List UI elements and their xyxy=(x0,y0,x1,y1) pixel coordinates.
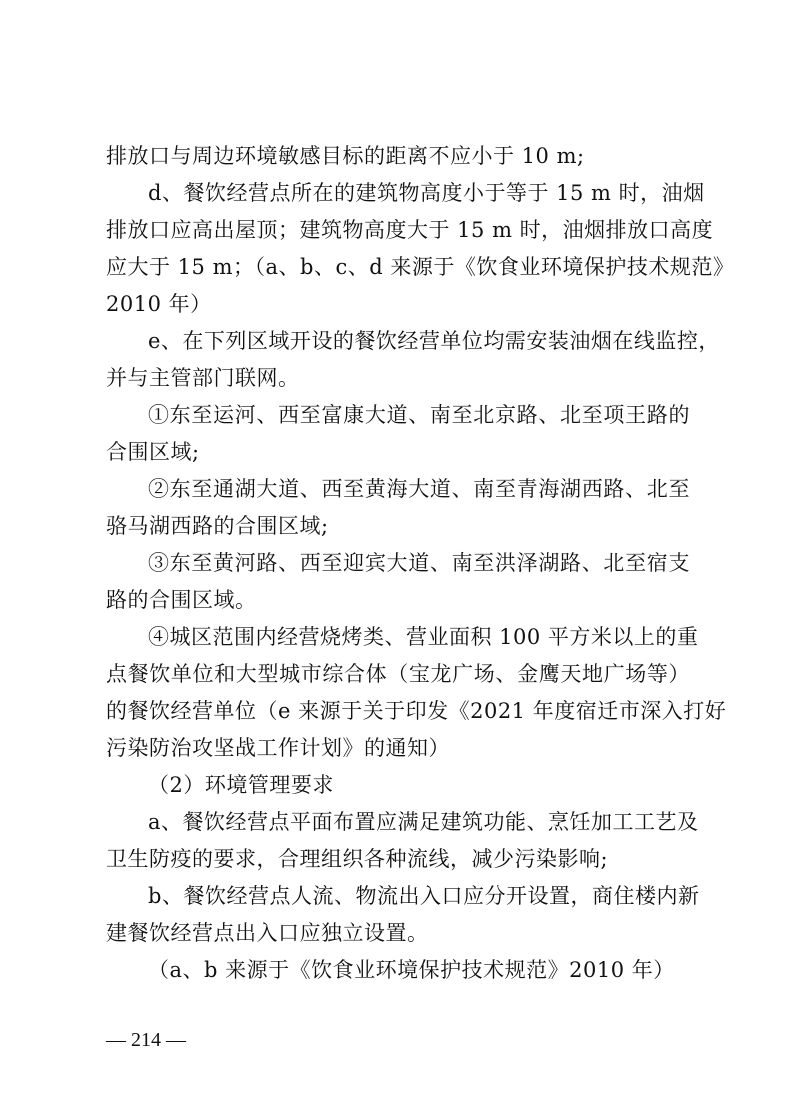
text-line: 排放口与周边环境敏感目标的距离不应小于 10 m; xyxy=(106,144,585,168)
text-line: 合围区域; xyxy=(106,440,200,464)
text-line: b、餐饮经营点人流、物流出入口应分开设置，商住楼内新 xyxy=(148,884,700,908)
text-line: 点餐饮单位和大型城市综合体（宝龙广场、金鹰天地广场等） xyxy=(106,662,690,686)
text-line: 路的合围区域。 xyxy=(106,588,257,612)
text-line: 骆马湖西路的合围区域; xyxy=(106,514,329,538)
text-line: 并与主管部门联网。 xyxy=(106,366,300,390)
text-line: 污染防治攻坚战工作计划》的通知） xyxy=(106,736,450,760)
text-line: 应大于 15 m；（a、b、c、d 来源于《饮食业环境保护技术规范》 xyxy=(106,255,735,279)
text-line: ②东至通湖大道、西至黄海大道、南至青海湖西路、北至 xyxy=(148,477,690,501)
text-line: ④城区范围内经营烧烤类、营业面积 100 平方米以上的重 xyxy=(148,625,699,649)
text-line: d、餐饮经营点所在的建筑物高度小于等于 15 m 时，油烟 xyxy=(148,181,705,205)
text-line: 排放口应高出屋顶；建筑物高度大于 15 m 时，油烟排放口高度 xyxy=(106,218,714,242)
text-line: 卫生防疫的要求，合理组织各种流线，减少污染影响; xyxy=(106,847,609,871)
text-line: （a、b 来源于《饮食业环境保护技术规范》2010 年） xyxy=(148,958,675,982)
text-line: ③东至黄河路、西至迎宾大道、南至洪泽湖路、北至宿支 xyxy=(148,551,690,575)
text-line: 2010 年） xyxy=(106,292,212,316)
text-line: 的餐饮经营单位（e 来源于关于印发《2021 年度宿迁市深入打好 xyxy=(106,699,727,723)
text-line: ①东至运河、西至富康大道、南至北京路、北至项王路的 xyxy=(148,403,690,427)
section-heading: （2）环境管理要求 xyxy=(148,773,334,797)
text-line: a、餐饮经营点平面布置应满足建筑功能、烹饪加工工艺及 xyxy=(148,810,699,834)
text-line: e、在下列区域开设的餐饮经营单位均需安装油烟在线监控， xyxy=(148,329,720,353)
text-line: 建餐饮经营点出入口应独立设置。 xyxy=(106,921,429,945)
page-number: — 214 — xyxy=(106,1029,186,1051)
